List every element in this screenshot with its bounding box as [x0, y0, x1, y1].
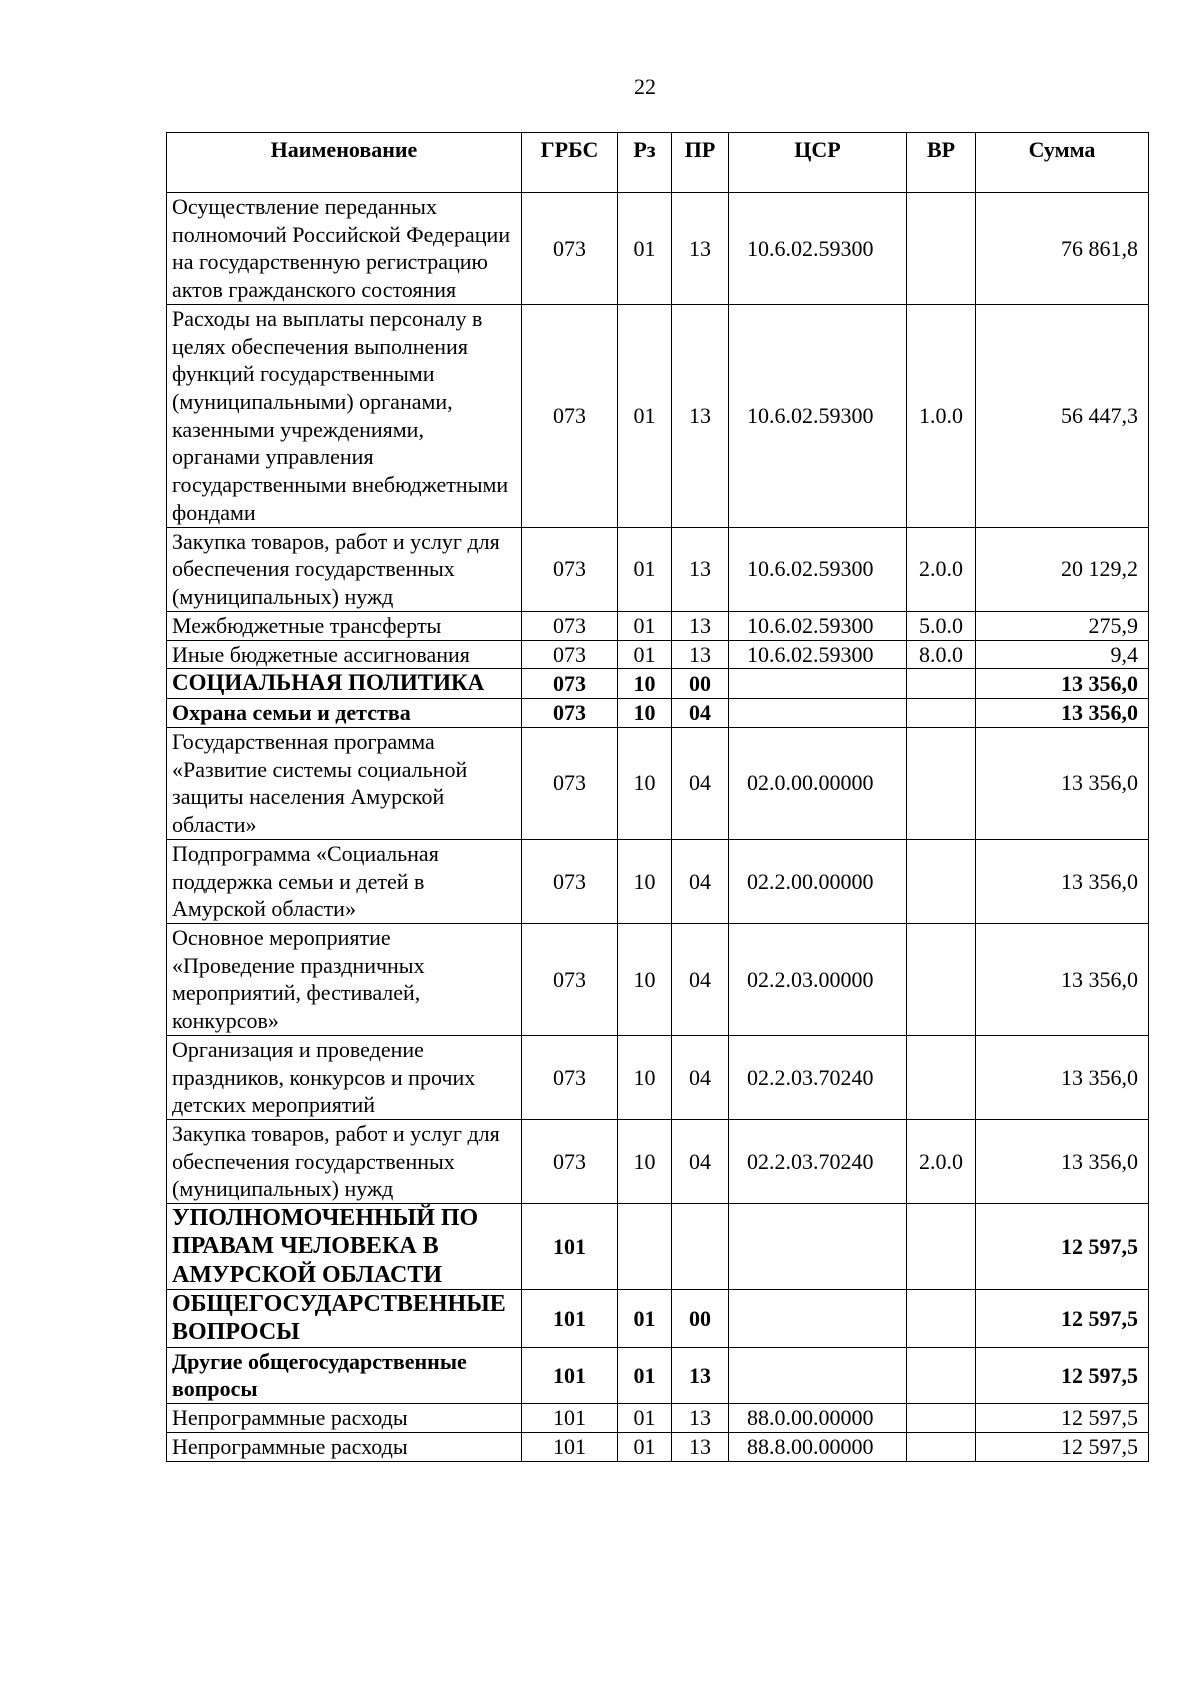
cell-sum: 13 356,0: [976, 669, 1149, 699]
cell-name: Основное мероприятие «Проведение праздничных мероприятий, фестивалей, конкурсов»: [167, 923, 522, 1035]
cell-name: Государственная программа «Развитие системы социальной защиты населения Амурской области»: [167, 727, 522, 839]
cell-name: СОЦИАЛЬНАЯ ПОЛИТИКА: [167, 669, 522, 699]
cell-csr: [729, 699, 907, 728]
cell-grbs: 073: [522, 304, 618, 527]
cell-pr: 04: [672, 699, 729, 728]
page-number: 22: [634, 74, 656, 99]
header-name: Наименование: [167, 133, 522, 193]
cell-sum: 13 356,0: [976, 1035, 1149, 1119]
cell-csr: 10.6.02.59300: [729, 193, 907, 305]
cell-rz: 01: [618, 1290, 672, 1348]
cell-grbs: 073: [522, 527, 618, 611]
cell-csr: 02.2.00.00000: [729, 839, 907, 923]
cell-grbs: 073: [522, 839, 618, 923]
cell-name: Расходы на выплаты персоналу в целях обеспечения выполнения функций государственными (муниципальными) органами, казенными учреждениями, органами управления государственными внебюджетными фондами: [167, 304, 522, 527]
cell-csr: 10.6.02.59300: [729, 611, 907, 640]
cell-rz: 01: [618, 527, 672, 611]
cell-sum: 13 356,0: [976, 699, 1149, 728]
table-row: [167, 1290, 1149, 1348]
cell-rz: 10: [618, 669, 672, 699]
cell-name: Охрана семьи и детства: [167, 699, 522, 728]
cell-sum: 275,9: [976, 611, 1149, 640]
cell-vr: [907, 1204, 976, 1290]
cell-name: УПОЛНОМОЧЕННЫЙ ПО ПРАВАМ ЧЕЛОВЕКА В АМУРСКОЙ ОБЛАСТИ: [167, 1204, 522, 1290]
cell-csr: 88.0.00.00000: [729, 1404, 907, 1433]
cell-vr: 5.0.0: [907, 611, 976, 640]
cell-grbs: 073: [522, 727, 618, 839]
cell-sum: 12 597,5: [976, 1290, 1149, 1348]
cell-sum: 9,4: [976, 640, 1149, 669]
cell-csr: [729, 1290, 907, 1348]
header-vr: ВР: [907, 133, 976, 193]
cell-sum: 12 597,5: [976, 1204, 1149, 1290]
table-row: [167, 611, 1149, 640]
table-row: [167, 193, 1149, 305]
table-row: [167, 1404, 1149, 1433]
cell-sum: 56 447,3: [976, 304, 1149, 527]
cell-csr: 02.2.03.00000: [729, 923, 907, 1035]
table-row: [167, 304, 1149, 527]
cell-pr: 04: [672, 727, 729, 839]
cell-name: Межбюджетные трансферты: [167, 611, 522, 640]
cell-vr: [907, 1290, 976, 1348]
table-row: [167, 527, 1149, 611]
cell-pr: 00: [672, 669, 729, 699]
header-csr: ЦСР: [729, 133, 907, 193]
cell-name: Закупка товаров, работ и услуг для обеспечения государственных (муниципальных) нужд: [167, 527, 522, 611]
cell-name: Закупка товаров, работ и услуг для обеспечения государственных (муниципальных) нужд: [167, 1119, 522, 1203]
cell-rz: 01: [618, 611, 672, 640]
cell-rz: 10: [618, 839, 672, 923]
cell-vr: [907, 193, 976, 305]
cell-csr: [729, 669, 907, 699]
cell-vr: 2.0.0: [907, 527, 976, 611]
cell-sum: 12 597,5: [976, 1432, 1149, 1461]
cell-name: Осуществление переданных полномочий Российской Федерации на государственную регистрацию актов гражданского состояния: [167, 193, 522, 305]
cell-pr: [672, 1204, 729, 1290]
cell-name: ОБЩЕГОСУДАРСТВЕННЫЕ ВОПРОСЫ: [167, 1290, 522, 1348]
cell-rz: 01: [618, 1432, 672, 1461]
header-pr: ПР: [672, 133, 729, 193]
cell-sum: 12 597,5: [976, 1404, 1149, 1433]
table-body: [167, 193, 1149, 1462]
cell-pr: 00: [672, 1290, 729, 1348]
cell-vr: [907, 839, 976, 923]
cell-sum: 13 356,0: [976, 923, 1149, 1035]
cell-vr: [907, 699, 976, 728]
cell-grbs: 101: [522, 1290, 618, 1348]
budget-table: [166, 132, 1149, 1462]
cell-csr: 10.6.02.59300: [729, 527, 907, 611]
header-rz: Рз: [618, 133, 672, 193]
cell-vr: [907, 727, 976, 839]
cell-sum: 13 356,0: [976, 839, 1149, 923]
cell-name: Иные бюджетные ассигнования: [167, 640, 522, 669]
cell-pr: 13: [672, 193, 729, 305]
header-grbs: ГРБС: [522, 133, 618, 193]
header-sum: Сумма: [976, 133, 1149, 193]
cell-pr: 04: [672, 1035, 729, 1119]
cell-vr: [907, 1035, 976, 1119]
cell-name: Подпрограмма «Социальная поддержка семьи и детей в Амурской области»: [167, 839, 522, 923]
cell-grbs: 073: [522, 193, 618, 305]
cell-grbs: 101: [522, 1347, 618, 1403]
cell-rz: 10: [618, 1119, 672, 1203]
cell-grbs: 073: [522, 1035, 618, 1119]
cell-csr: 02.2.03.70240: [729, 1035, 907, 1119]
cell-vr: 8.0.0: [907, 640, 976, 669]
cell-rz: 10: [618, 923, 672, 1035]
cell-rz: [618, 1204, 672, 1290]
table-row: [167, 727, 1149, 839]
cell-csr: [729, 1347, 907, 1403]
cell-pr: 04: [672, 839, 729, 923]
cell-name: Непрограммные расходы: [167, 1432, 522, 1461]
cell-vr: [907, 1347, 976, 1403]
cell-pr: 13: [672, 611, 729, 640]
table-row: [167, 640, 1149, 669]
cell-vr: [907, 1404, 976, 1433]
cell-rz: 01: [618, 640, 672, 669]
cell-pr: 13: [672, 304, 729, 527]
cell-rz: 01: [618, 193, 672, 305]
cell-csr: 88.8.00.00000: [729, 1432, 907, 1461]
cell-sum: 20 129,2: [976, 527, 1149, 611]
cell-sum: 13 356,0: [976, 1119, 1149, 1203]
cell-rz: 01: [618, 1404, 672, 1433]
cell-vr: 1.0.0: [907, 304, 976, 527]
cell-grbs: 101: [522, 1204, 618, 1290]
cell-csr: 02.0.00.00000: [729, 727, 907, 839]
cell-csr: [729, 1204, 907, 1290]
cell-vr: [907, 923, 976, 1035]
cell-pr: 13: [672, 1404, 729, 1433]
cell-pr: 04: [672, 923, 729, 1035]
cell-rz: 01: [618, 304, 672, 527]
cell-rz: 10: [618, 727, 672, 839]
cell-grbs: 101: [522, 1432, 618, 1461]
cell-rz: 10: [618, 1035, 672, 1119]
table-row: [167, 699, 1149, 728]
table-row: [167, 1432, 1149, 1461]
cell-name: Другие общегосударственные вопросы: [167, 1347, 522, 1403]
cell-grbs: 073: [522, 669, 618, 699]
cell-pr: 04: [672, 1119, 729, 1203]
cell-rz: 01: [618, 1347, 672, 1403]
cell-pr: 13: [672, 640, 729, 669]
cell-csr: 10.6.02.59300: [729, 640, 907, 669]
table-row: [167, 669, 1149, 699]
cell-vr: [907, 1432, 976, 1461]
cell-pr: 13: [672, 527, 729, 611]
table-row: [167, 1119, 1149, 1203]
cell-grbs: 073: [522, 1119, 618, 1203]
cell-sum: 76 861,8: [976, 193, 1149, 305]
table-header-row: [167, 133, 1149, 193]
table-row: [167, 923, 1149, 1035]
cell-sum: 12 597,5: [976, 1347, 1149, 1403]
cell-grbs: 073: [522, 611, 618, 640]
cell-grbs: 073: [522, 699, 618, 728]
cell-grbs: 073: [522, 923, 618, 1035]
cell-grbs: 101: [522, 1404, 618, 1433]
cell-csr: 10.6.02.59300: [729, 304, 907, 527]
cell-sum: 13 356,0: [976, 727, 1149, 839]
table-row: [167, 1347, 1149, 1403]
table-row: [167, 1035, 1149, 1119]
cell-name: Организация и проведение праздников, конкурсов и прочих детских мероприятий: [167, 1035, 522, 1119]
cell-pr: 13: [672, 1432, 729, 1461]
cell-vr: [907, 669, 976, 699]
cell-rz: 10: [618, 699, 672, 728]
cell-name: Непрограммные расходы: [167, 1404, 522, 1433]
table-row: [167, 839, 1149, 923]
cell-vr: 2.0.0: [907, 1119, 976, 1203]
cell-grbs: 073: [522, 640, 618, 669]
cell-pr: 13: [672, 1347, 729, 1403]
table-row: [167, 1204, 1149, 1290]
cell-csr: 02.2.03.70240: [729, 1119, 907, 1203]
